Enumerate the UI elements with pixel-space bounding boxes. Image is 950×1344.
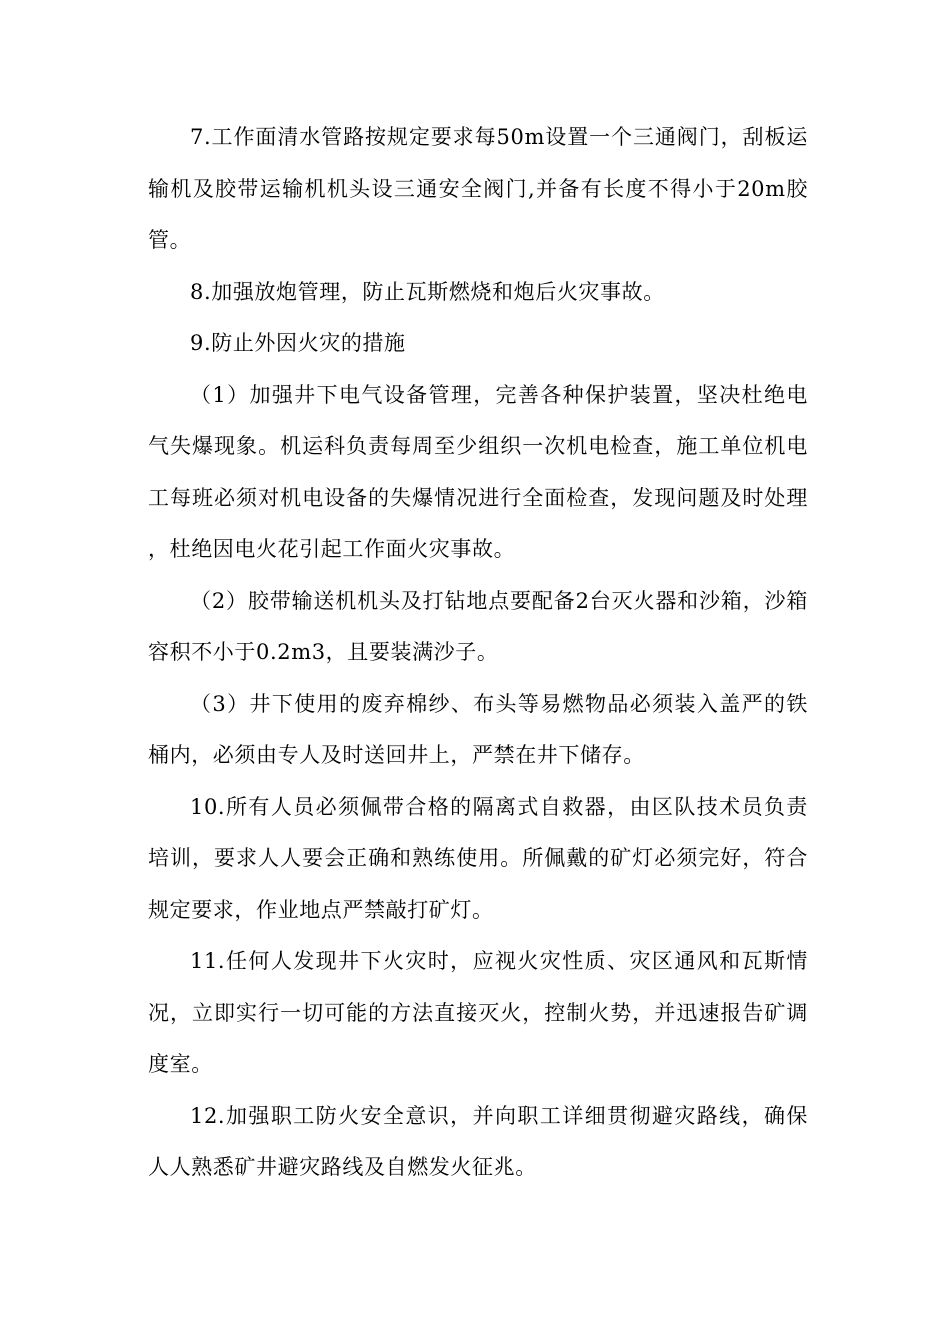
paragraph-subitem-1: （1）加强井下电气设备管理，完善各种保护装置，坚决杜绝电气失爆现象。机运科负责每周至少组织一次机电检查，施工单位机电工每班必须对机电设备的失爆情况进行全面检查，发现问题及时处理，杜绝因电火花引起工作面火灾事故。 [148, 382, 808, 561]
paragraph-item-9: 9.防止外因火灾的措施 [190, 331, 406, 355]
document-body [148, 112, 808, 1194]
paragraph-item-8: 8.加强放炮管理，防止瓦斯燃烧和炮后火灾事故。 [190, 279, 665, 304]
paragraph-item-11: 11.任何人发现井下火灾时，应视火灾性质、灾区通风和瓦斯情况，立即实行一切可能的方法直接灭火，控制火势，并迅速报告矿调度室。 [148, 949, 808, 1076]
paragraph-item-10: 10.所有人员必须佩带合格的隔离式自救器，由区队技术员负责培训，要求人人要会正确和熟练使用。所佩戴的矿灯必须完好，符合规定要求，作业地点严禁敲打矿灯。 [148, 794, 808, 922]
paragraph-item-12: 12.加强职工防火安全意识，并向职工详细贯彻避灾路线，确保人人熟悉矿井避灾路线及自燃发火征兆。 [148, 1103, 808, 1179]
paragraph-item-7: 7.工作面清水管路按规定要求每50m设置一个三通阀门，刮板运输机及胶带运输机机头设三通安全阀门,并备有长度不得小于20m胶管。 [148, 125, 808, 252]
paragraph-subitem-3: （3）井下使用的废弃棉纱、布头等易燃物品必须装入盖严的铁桶内，必须由专人及时送回井上，严禁在井下储存。 [148, 691, 808, 767]
paragraph-subitem-2: （2）胶带输送机机头及打钻地点要配备2台灭火器和沙箱，沙箱容积不小于0.2m3，且要装满沙子。 [148, 588, 808, 664]
